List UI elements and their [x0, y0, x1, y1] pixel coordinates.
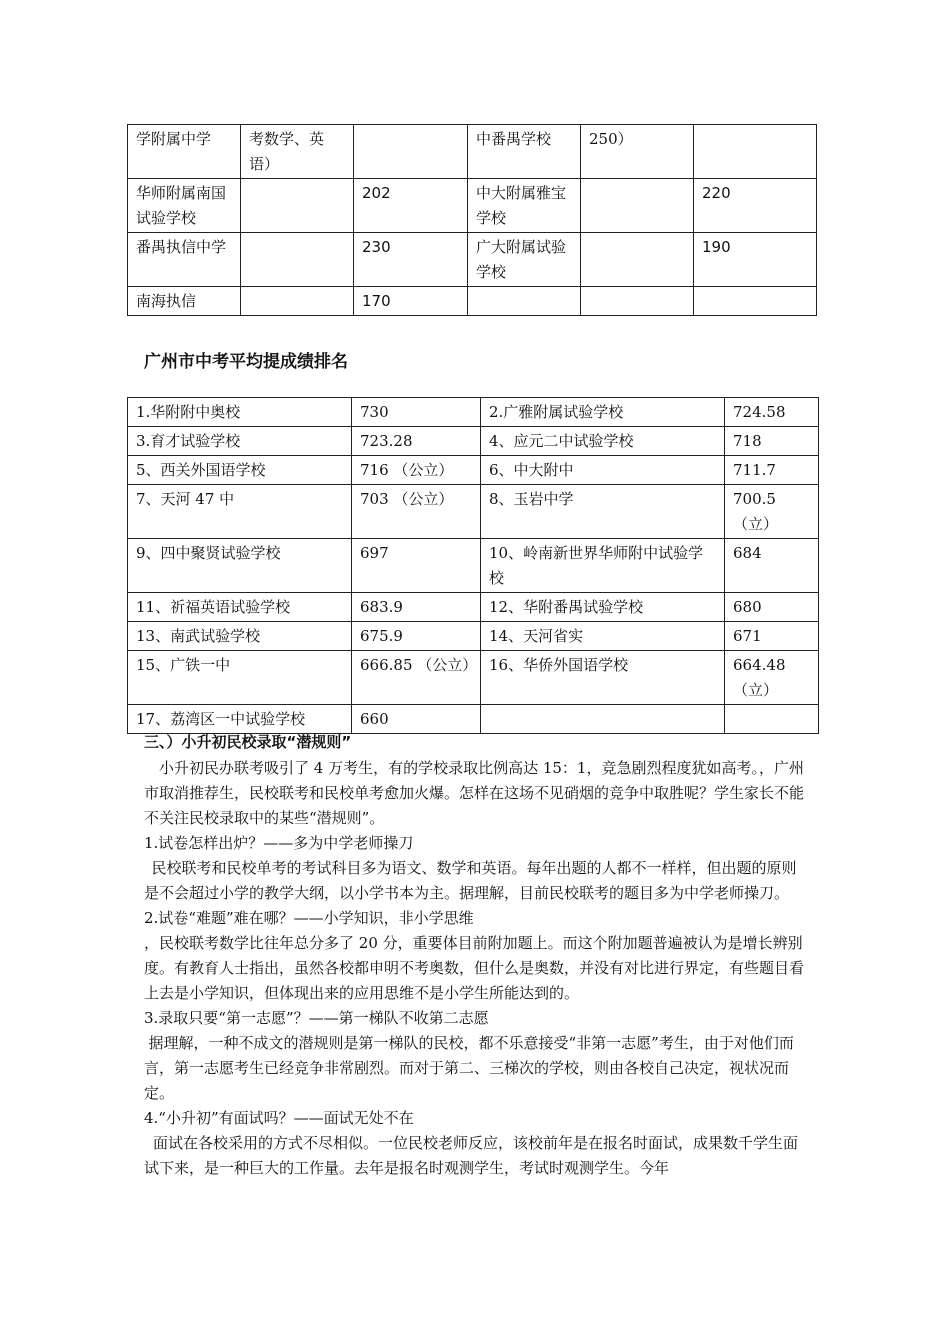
table-row [128, 456, 819, 485]
table-cell: 考数学、英语） [241, 125, 354, 179]
school-name-cell: 5、西关外国语学校 [128, 456, 352, 485]
table-cell: 202 [354, 179, 468, 233]
table-row [128, 398, 819, 427]
table-cell: 230 [354, 233, 468, 287]
ranking-table [127, 397, 819, 734]
score-cell: 664.48 （立） [725, 651, 819, 705]
school-name-cell: 14、天河省实 [481, 622, 725, 651]
question-heading: 3.录取只要“第一志愿”？——第一梯队不收第二志愿 [144, 1009, 489, 1027]
score-cell: 671 [725, 622, 819, 651]
table-row [128, 287, 817, 316]
score-cell: 716 （公立） [352, 456, 481, 485]
table-cell: 中番禺学校 [468, 125, 581, 179]
table-cell: 190 [694, 233, 817, 287]
school-name-cell: 2.广雅附属试验学校 [481, 398, 725, 427]
table-row [128, 622, 819, 651]
score-cell: 718 [725, 427, 819, 456]
article-paragraph: 民校联考和民校单考的考试科目多为语文、数学和英语。每年出题的人都不一样样，但出题的原则是不会超过小学的教学大纲，以小学书本为主。据理解，目前民校联考的题目多为中学老师操刀。 [144, 859, 797, 902]
article-paragraph: 面试在各校采用的方式不尽相似。一位民校老师反应，该校前年是在报名时面试，成果数千学生面试下来，是一种巨大的工作量。去年是报名时观测学生，考试时观测学生。今年 [144, 1134, 799, 1177]
score-cell: 711.7 [725, 456, 819, 485]
table-row [128, 651, 819, 705]
article-paragraph: ，民校联考数学比往年总分多了 20 分，重要体目前附加题上。而这个附加题普遍被认为是增长辨别度。有教育人士指出，虽然各校都申明不考奥数，但什么是奥数，并没有对比进行界定，有些题目看上去是小学知识，但体现出来的应用思维不是小学生所能达到的。 [144, 934, 805, 1002]
score-cell: 723.28 [352, 427, 481, 456]
school-name-cell: 1.华附附中奥校 [128, 398, 352, 427]
table-cell: 250） [581, 125, 694, 179]
school-name-cell: 12、华附番禺试验学校 [481, 593, 725, 622]
table-row [128, 427, 819, 456]
score-cell: 703 （公立） [352, 485, 481, 539]
score-cell: 724.58 [725, 398, 819, 427]
score-cell: 730 [352, 398, 481, 427]
table-cell: 中大附属雅宝学校 [468, 179, 581, 233]
score-cell: 660 [352, 705, 481, 734]
school-name-cell: 4、应元二中试验学校 [481, 427, 725, 456]
question-heading: 4.“小升初”有面试吗？——面试无处不在 [144, 1109, 414, 1127]
school-name-cell: 10、岭南新世界华师附中试验学校 [481, 539, 725, 593]
table-row [128, 593, 819, 622]
school-name-cell: 3.育才试验学校 [128, 427, 352, 456]
school-name-cell: 13、南武试验学校 [128, 622, 352, 651]
question-heading: 2.试卷“难题”难在哪？——小学知识，非小学思维 [144, 909, 474, 927]
school-name-cell: 16、华侨外国语学校 [481, 651, 725, 705]
table-cell: 广大附属试验学校 [468, 233, 581, 287]
article-paragraph: 小升初民办联考吸引了 4 万考生，有的学校录取比例高达 15：1，竞急剧烈程度犹如高考。，广州市取消推荐生，民校联考和民校单考愈加火爆。怎样在这场不见硝烟的竞争中取胜呢？学生家长不能不关注民校录取中的某些“潜规则”。 [144, 759, 805, 827]
score-cell: 683.9 [352, 593, 481, 622]
table-cell [581, 179, 694, 233]
school-name-cell: 8、玉岩中学 [481, 485, 725, 539]
section-heading: 三、）小升初民校录取“潜规则” [144, 733, 352, 751]
table-cell [241, 179, 354, 233]
ranking-title: 广州市中考平均提成绩排名 [144, 352, 348, 372]
score-cell: 700.5 （立） [725, 485, 819, 539]
table-cell: 番禺执信中学 [128, 233, 241, 287]
table-row [128, 485, 819, 539]
school-score-table [127, 124, 817, 316]
school-name-cell: 7、天河 47 中 [128, 485, 352, 539]
table-row [128, 179, 817, 233]
question-heading: 1.试卷怎样出炉？——多为中学老师操刀 [144, 834, 414, 852]
table-cell: 170 [354, 287, 468, 316]
table-row [128, 539, 819, 593]
school-name-cell: 9、四中聚贤试验学校 [128, 539, 352, 593]
table-cell [354, 125, 468, 179]
school-name-cell: 15、广铁一中 [128, 651, 352, 705]
table-cell [581, 233, 694, 287]
score-cell: 680 [725, 593, 819, 622]
score-cell: 697 [352, 539, 481, 593]
article-body [144, 730, 808, 1181]
table-row [128, 125, 817, 179]
score-cell: 666.85 （公立） [352, 651, 481, 705]
table-row [128, 233, 817, 287]
article-paragraph: 据理解，一种不成文的潜规则是第一梯队的民校，都不乐意接受“非第一志愿”考生，由于对他们而言，第一志愿考生已经竞争非常剧烈。而对于第二、三梯次的学校，则由各校自己决定，视状况而定。 [144, 1034, 794, 1102]
table-cell: 220 [694, 179, 817, 233]
table-cell [468, 287, 581, 316]
table-cell: 华师附属南国试验学校 [128, 179, 241, 233]
score-cell: 675.9 [352, 622, 481, 651]
table-cell [241, 287, 354, 316]
score-cell: 684 [725, 539, 819, 593]
table-cell [694, 287, 817, 316]
school-name-cell: 17、荔湾区一中试验学校 [128, 705, 352, 734]
table-cell: 学附属中学 [128, 125, 241, 179]
table-cell [694, 125, 817, 179]
school-name-cell: 11、祈福英语试验学校 [128, 593, 352, 622]
table-cell: 南海执信 [128, 287, 241, 316]
table-cell [241, 233, 354, 287]
table-cell [581, 287, 694, 316]
school-name-cell: 6、中大附中 [481, 456, 725, 485]
